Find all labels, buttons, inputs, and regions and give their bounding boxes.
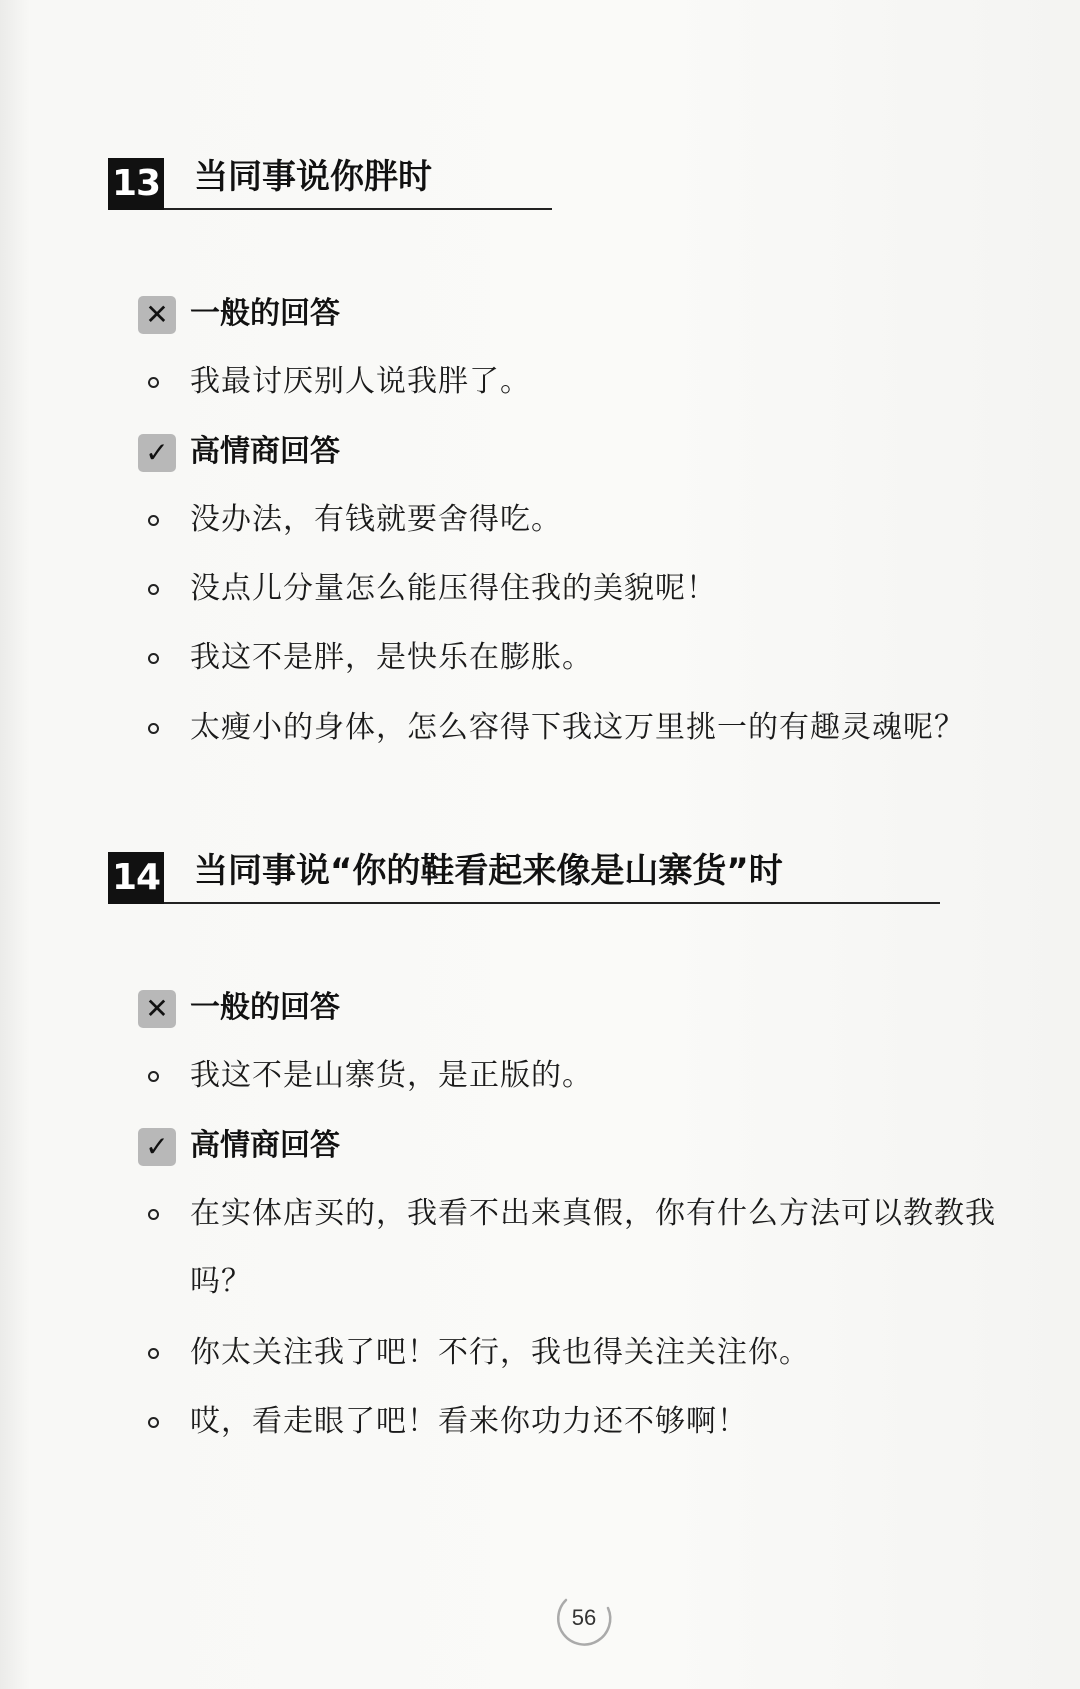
eq-answer-label: 高情商回答 — [190, 434, 340, 469]
bullet-icon — [148, 377, 159, 388]
item-text: 太瘦小的身体，怎么容得下我这万里挑一的有趣灵魂呢？ — [190, 710, 965, 745]
cross-icon: ✕ — [138, 990, 176, 1028]
item-text: 我这不是胖，是快乐在膨胀。 — [190, 640, 593, 675]
item-text: 在实体店买的，我看不出来真假，你有什么方法可以教教我吗？ — [190, 1196, 996, 1299]
item-text: 我最讨厌别人说我胖了。 — [190, 364, 531, 399]
title-underline — [164, 902, 940, 904]
bullet-icon — [148, 1209, 159, 1220]
bullet-icon — [148, 584, 159, 595]
item-text: 你太关注我了吧！不行，我也得关注关注你。 — [190, 1335, 810, 1370]
bullet-icon — [148, 1348, 159, 1359]
item-text: 我这不是山寨货，是正版的。 — [190, 1058, 593, 1093]
section-title: 当同事说“你的鞋看起来像是山寨货”时 — [194, 851, 783, 891]
item-text: 没点儿分量怎么能压得住我的美貌呢！ — [190, 571, 717, 606]
section-header — [108, 846, 1008, 906]
section-number-badge: 13 — [108, 158, 164, 210]
general-answer-label: 一般的回答 — [190, 296, 340, 331]
cross-icon: ✕ — [138, 296, 176, 334]
bullet-icon — [148, 723, 159, 734]
bullet-icon — [148, 653, 159, 664]
bullet-icon — [148, 515, 159, 526]
page-number — [552, 1586, 616, 1650]
section-number-badge: 14 — [108, 852, 164, 904]
check-icon: ✓ — [138, 1128, 176, 1166]
section-header — [108, 152, 1008, 212]
bullet-icon — [148, 1071, 159, 1082]
item-text: 哎，看走眼了吧！看来你功力还不够啊！ — [190, 1404, 748, 1439]
check-icon: ✓ — [138, 434, 176, 472]
general-answer-label: 一般的回答 — [190, 990, 340, 1025]
eq-answer-label: 高情商回答 — [190, 1128, 340, 1163]
section-14 — [108, 846, 1008, 906]
item-text: 没办法，有钱就要舍得吃。 — [190, 502, 562, 537]
section-13 — [108, 152, 1008, 212]
title-underline — [164, 208, 552, 210]
section-title: 当同事说你胖时 — [194, 157, 432, 197]
bullet-icon — [148, 1417, 159, 1428]
page-number-text: 56 — [571, 1605, 597, 1630]
